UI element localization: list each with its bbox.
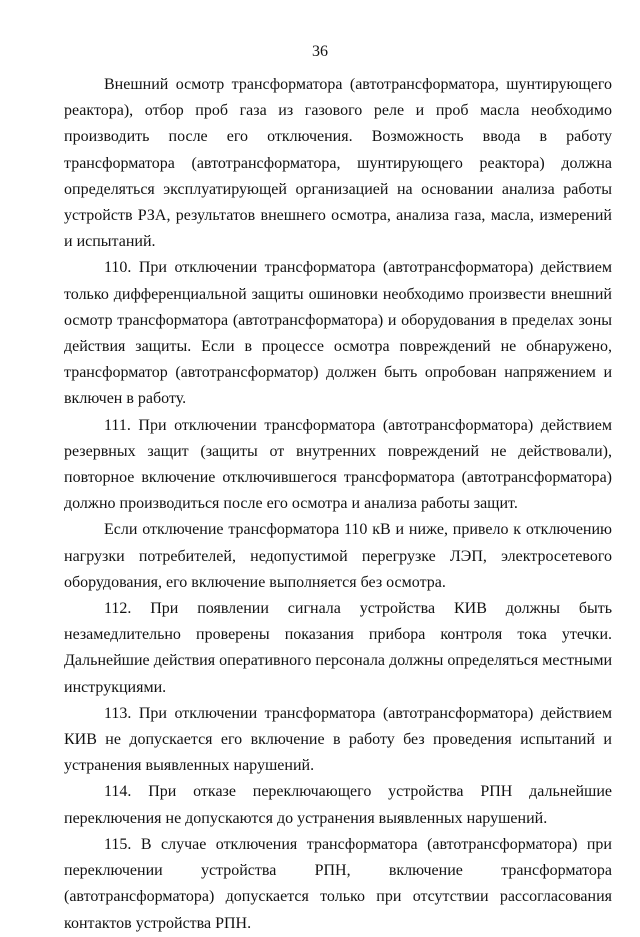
paragraph-113: 113. При отключении трансформатора (автотрансформатора) действием КИВ не допускается его включение в работу без проведения испытаний и устранения выявленных нарушений. xyxy=(64,704,612,775)
paragraph-111-note: Если отключение трансформатора 110 кВ и ниже, привело к отключению нагрузки потребителей, недопустимой перегрузке ЛЭП, электросетевого оборудования, его включение выполняется без осмотра. xyxy=(64,521,612,591)
paragraph-114: 114. При отказе переключающего устройства РПН дальнейшие переключения не допускаются до устранения выявленных нарушений. xyxy=(64,783,612,827)
paragraph-intro: Внешний осмотр трансформатора (автотрансформатора, шунтирующего реактора), отбор проб газа из газового реле и проб масла необходимо производить после его отключения. Возможность ввода в работу трансформатора (автотрансформатора, шунтирующего реактора) должна определяться эксплуатирующей организацией на основании анализа работы устройств РЗА, результатов внешнего осмотра, анализа газа, масла, измерений и испытаний. xyxy=(64,76,612,251)
paragraph-112: 112. При появлении сигнала устройства КИВ должны быть незамедлительно проверены показания прибора контроля тока утечки. Дальнейшие действия оперативного персонала должны определяться местными инструкциями. xyxy=(64,600,612,696)
paragraph-115: 115. В случае отключения трансформатора (автотрансформатора) при переключении устройства РПН, включение трансформатора (автотрансформатора) допускается только при отсутствии рассогласования контактов устройства РПН. xyxy=(64,835,612,932)
document-body xyxy=(64,72,612,937)
paragraph-111: 111. При отключении трансформатора (автотрансформатора) действием резервных защит (защиты от внутренних повреждений не действовали), повторное включение отключившегося трансформатора (автотрансформатора) должно производиться после его осмотра и анализа работы защит. xyxy=(64,416,612,513)
paragraph-110: 110. При отключении трансформатора (автотрансформатора) действием только дифференциальной защиты ошиновки необходимо произвести внешний осмотр трансформатора (автотрансформатора) и оборудования в пределах зоны действия защиты. Если в процессе осмотра повреждений не обнаружено, трансформатор (автотрансформатор) должен быть опробован напряжением и включен в работу. xyxy=(64,259,612,408)
page-number: 36 xyxy=(312,43,328,60)
